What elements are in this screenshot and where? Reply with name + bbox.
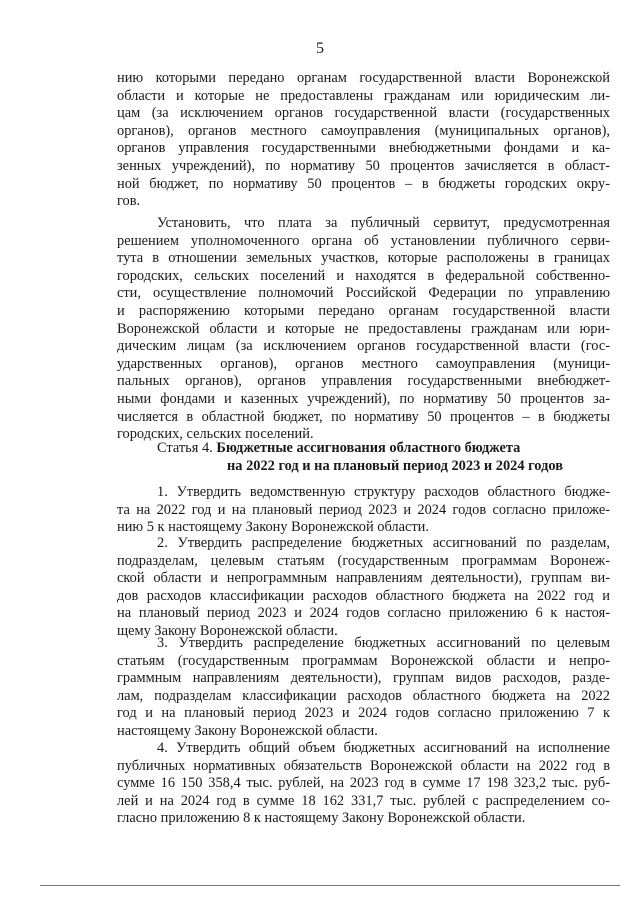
article-title-continuation: на 2022 год и на плановый период 2023 и 2024 годов [227, 457, 563, 474]
text-line: сумме 16 150 358,4 тыс. рублей, на 2023 год в сумме 17 198 323,2 тыс. руб- [117, 775, 610, 792]
paragraph-item-1 [117, 484, 610, 537]
text-line: органов), органов местного самоуправления (муниципальных органов), [117, 122, 610, 139]
text-line: Воронежской области и которые не предоставлены гражданам или юри- [117, 320, 610, 337]
text-line: граммным направлениям деятельности), группам видов расходов, разде- [117, 670, 610, 687]
article-title: Бюджетные ассигнования областного бюджета [216, 440, 521, 456]
text-line: нию 5 к настоящему Закону Воронежской области. [117, 519, 429, 536]
text-line: та на 2022 год и на плановый период 2023 и 2024 годов согласно приложе- [117, 501, 610, 518]
text-line: статьям (государственным программам Воронежской области и непро- [117, 652, 610, 669]
text-line: Установить, что плата за публичный сервитут, предусмотренная [157, 215, 610, 231]
text-line: щему Закону Воронежской области. [117, 622, 338, 639]
article-heading-line [117, 440, 610, 458]
text-line: ударственных органов), органов местного самоуправления (муници- [117, 355, 610, 372]
text-line: и распоряжению которыми передано органам государственной власти [117, 302, 610, 319]
text-line: зенных учреждений), по нормативу 50 процентов зачисляется в област- [117, 157, 610, 174]
text-line: дическим лицам (за исключением органов государственной власти (гос- [117, 338, 610, 355]
text-line: подразделам, целевым статьям (государственным программам Воронеж- [117, 552, 610, 569]
text-line: нию которыми передано органам государственной власти Воронежской [117, 70, 610, 86]
text-line: лам, подразделам классификации расходов областного бюджета на 2022 [117, 687, 610, 704]
text-line: настоящему Закону Воронежской области. [117, 722, 378, 739]
page-number: 5 [316, 40, 324, 57]
paragraph-item-4 [117, 740, 610, 828]
text-line: 2. Утвердить распределение бюджетных ассигнований по разделам, [157, 535, 610, 551]
text-line: 1. Утвердить ведомственную структуру расходов областного бюдже- [157, 484, 610, 500]
paragraph-continuation [117, 70, 610, 211]
text-line: 3. Утвердить распределение бюджетных ассигнований по целевым [157, 635, 610, 651]
text-line: тута в отношении земельных участков, которые расположены в границах [117, 250, 610, 267]
text-line: органов управления государственными внебюджетными фондами и ка- [117, 140, 610, 157]
text-line: лей и на 2024 год в сумме 18 162 331,7 тыс. рублей с распределением со- [117, 792, 610, 809]
text-line: ской области и непрограммным направлениям деятельности), группам ви- [117, 570, 610, 587]
text-line: пальных органов), органов управления государственными внебюджет- [117, 373, 610, 390]
paragraph-item-2 [117, 535, 610, 641]
text-line: числяется в областной бюджет, по нормативу 50 процентов – в бюджеты [117, 408, 610, 425]
text-line: области и которые не предоставлены гражданам или юридическим ли- [117, 87, 610, 104]
paragraph-item-3 [117, 635, 610, 741]
text-line: городских, сельских поселений и находятся в федеральной собственно- [117, 267, 610, 284]
text-line: ными фондами и казенных учреждений), по нормативу 50 процентов за- [117, 390, 610, 407]
text-line: цам (за исключением органов государственной власти (государственных [117, 105, 610, 122]
footer-divider [40, 885, 620, 886]
text-line: гласно приложению 8 к настоящему Закону Воронежской области. [117, 810, 526, 827]
text-line: гов. [117, 193, 141, 210]
article-heading [117, 440, 610, 475]
text-line: год и на плановый период 2023 и 2024 годов согласно приложению 7 к [117, 705, 610, 722]
paragraph-public-easement [117, 215, 610, 444]
text-line: городских, сельских поселений. [117, 426, 314, 443]
text-line: публичных нормативных обязательств Воронежской области на 2022 год в [117, 757, 610, 774]
text-line: на плановый период 2023 и 2024 годов согласно приложению 6 к настоя- [117, 605, 610, 622]
text-line: решением уполномоченного органа об установлении публичного серви- [117, 232, 610, 249]
text-line: ной бюджет, по нормативу 50 процентов – в бюджеты городских окру- [117, 175, 610, 192]
text-line: 4. Утвердить общий объем бюджетных ассигнований на исполнение [157, 740, 610, 756]
article-prefix: Статья 4. [157, 440, 217, 456]
text-line: сти, осуществление полномочий Российской Федерации по управлению [117, 285, 610, 302]
text-line: дов расходов классификации расходов областного бюджета на 2022 год и [117, 587, 610, 604]
